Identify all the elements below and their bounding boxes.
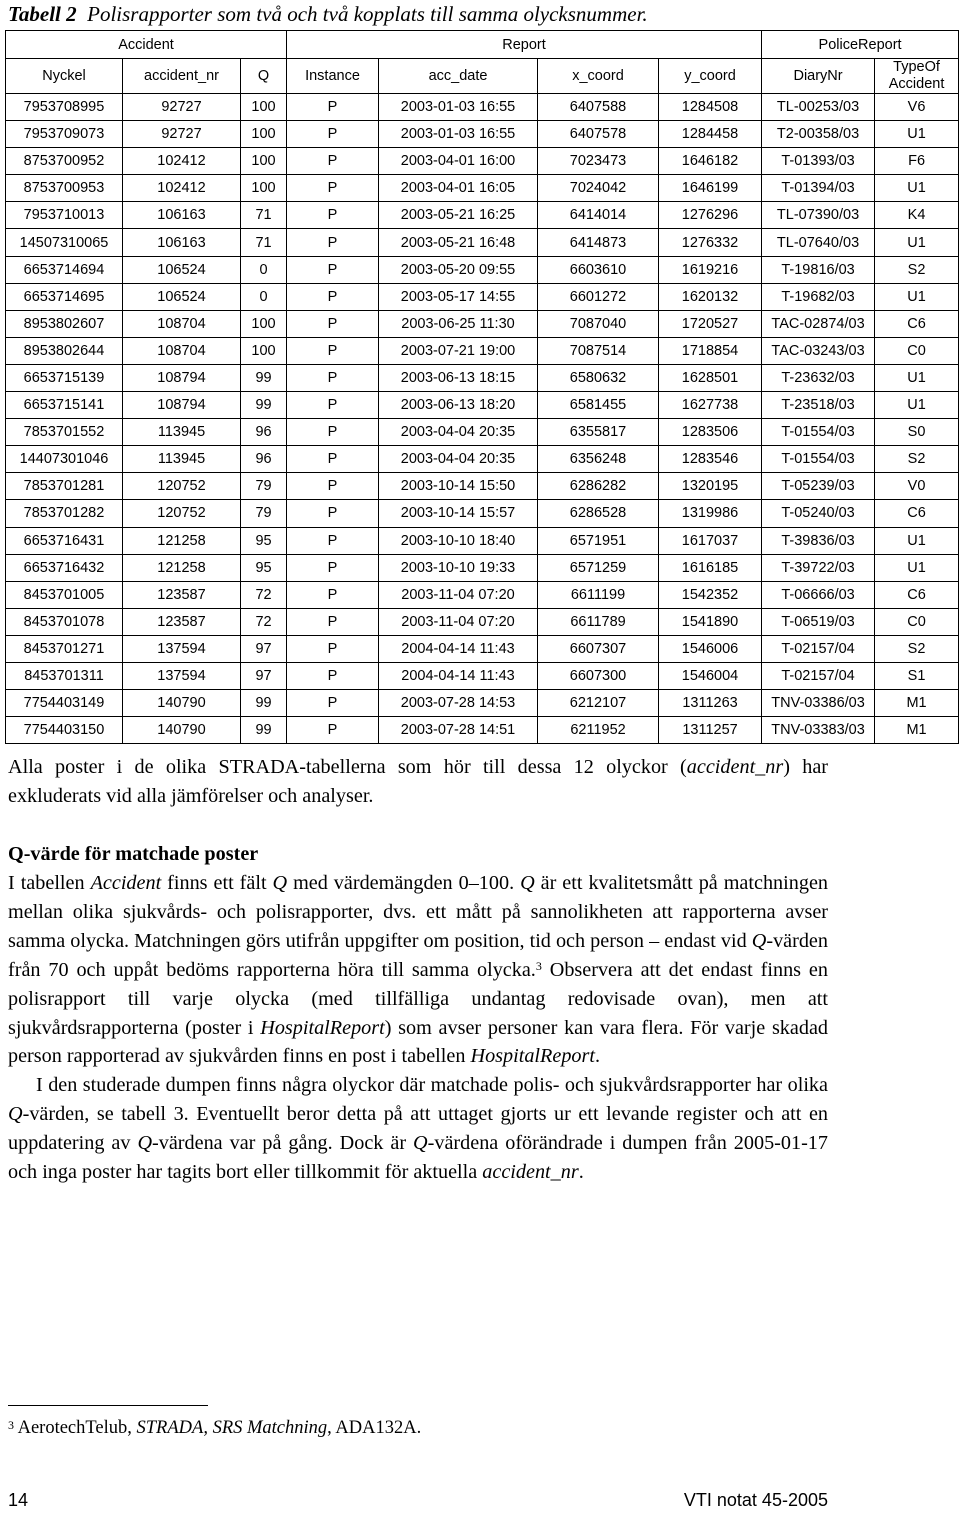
cell-x-coord: 6611789 bbox=[538, 608, 659, 635]
cell-diarynr: T-01393/03 bbox=[762, 148, 875, 175]
group-header-policereport: PoliceReport bbox=[762, 31, 959, 59]
cell-typeof-accident: U1 bbox=[875, 175, 959, 202]
cell-instance: P bbox=[287, 364, 379, 391]
table-row bbox=[6, 148, 959, 175]
para2-text-3: finns ett fält bbox=[161, 872, 273, 894]
cell-instance: P bbox=[287, 121, 379, 148]
cell-typeof-accident: U1 bbox=[875, 364, 959, 391]
cell-accident-nr: 121258 bbox=[123, 527, 241, 554]
cell-y-coord: 1620132 bbox=[659, 283, 762, 310]
footnote-mark: 3 bbox=[8, 1418, 14, 1432]
cell-acc-date: 2003-06-25 11:30 bbox=[379, 310, 538, 337]
column-header-accident-nr: accident_nr bbox=[123, 59, 241, 94]
table-row bbox=[6, 662, 959, 689]
cell-y-coord: 1319986 bbox=[659, 500, 762, 527]
cell-acc-date: 2003-11-04 07:20 bbox=[379, 581, 538, 608]
para1-text-3: ) har exkluderats vid alla jämförelser och analyser. bbox=[8, 756, 829, 807]
para2-text-2: Accident bbox=[90, 872, 162, 894]
footnote bbox=[8, 1418, 421, 1439]
cell-diarynr: TAC-03243/03 bbox=[762, 337, 875, 364]
cell-q: 95 bbox=[241, 554, 287, 581]
cell-x-coord: 6581455 bbox=[538, 392, 659, 419]
table-row bbox=[6, 690, 959, 717]
cell-instance: P bbox=[287, 94, 379, 121]
cell-nyckel: 7754403150 bbox=[6, 717, 123, 744]
cell-instance: P bbox=[287, 256, 379, 283]
column-header-row bbox=[6, 59, 959, 94]
cell-acc-date: 2003-10-10 18:40 bbox=[379, 527, 538, 554]
cell-q: 97 bbox=[241, 662, 287, 689]
cell-nyckel: 8953802607 bbox=[6, 310, 123, 337]
cell-q: 72 bbox=[241, 608, 287, 635]
cell-q: 99 bbox=[241, 364, 287, 391]
column-header-x-coord: x_coord bbox=[538, 59, 659, 94]
cell-accident-nr: 102412 bbox=[123, 175, 241, 202]
cell-typeof-accident: F6 bbox=[875, 148, 959, 175]
para2-text-12: ) som avser personer kan vara flera. För varje skadad person rapporterad av sjukvården finns en post i tabellen bbox=[8, 1016, 829, 1068]
paragraph-exclusion bbox=[8, 753, 828, 811]
para3-text-8: accident_nr bbox=[482, 1161, 579, 1184]
cell-x-coord: 7024042 bbox=[538, 175, 659, 202]
cell-acc-date: 2003-06-13 18:15 bbox=[379, 364, 538, 391]
cell-instance: P bbox=[287, 392, 379, 419]
cell-q: 100 bbox=[241, 148, 287, 175]
cell-instance: P bbox=[287, 554, 379, 581]
cell-nyckel: 7953708995 bbox=[6, 94, 123, 121]
cell-y-coord: 1646182 bbox=[659, 148, 762, 175]
cell-y-coord: 1718854 bbox=[659, 337, 762, 364]
cell-q: 99 bbox=[241, 392, 287, 419]
table-row bbox=[6, 527, 959, 554]
cell-acc-date: 2003-05-21 16:25 bbox=[379, 202, 538, 229]
cell-nyckel: 7853701552 bbox=[6, 419, 123, 446]
cell-nyckel: 14407301046 bbox=[6, 446, 123, 473]
table-row bbox=[6, 337, 959, 364]
para2-text-7: är ett kvalitetsmått på matchningen mellan olika sjukvårds- och polisrapporter, dvs. ett mått på sannolikheten att rapporterna avser samma olycka. Matchningen görs utifrån uppgifter om position, tid och person – endast vid bbox=[8, 872, 828, 952]
cell-y-coord: 1320195 bbox=[659, 473, 762, 500]
cell-accident-nr: 106524 bbox=[123, 256, 241, 283]
cell-y-coord: 1546004 bbox=[659, 662, 762, 689]
cell-typeof-accident: C0 bbox=[875, 337, 959, 364]
para2-text-8: Q bbox=[751, 929, 767, 952]
cell-accident-nr: 108704 bbox=[123, 310, 241, 337]
cell-nyckel: 6653715139 bbox=[6, 364, 123, 391]
cell-nyckel: 8453701078 bbox=[6, 608, 123, 635]
cell-q: 71 bbox=[241, 202, 287, 229]
table-row bbox=[6, 175, 959, 202]
cell-instance: P bbox=[287, 446, 379, 473]
cell-diarynr: T-06519/03 bbox=[762, 608, 875, 635]
column-header-typeof-line1: TypeOf bbox=[893, 59, 940, 75]
cell-instance: P bbox=[287, 175, 379, 202]
cell-nyckel: 7953710013 bbox=[6, 202, 123, 229]
cell-nyckel: 6653716432 bbox=[6, 554, 123, 581]
cell-diarynr: T-19816/03 bbox=[762, 256, 875, 283]
cell-acc-date: 2004-04-14 11:43 bbox=[379, 662, 538, 689]
cell-diarynr: T-02157/04 bbox=[762, 635, 875, 662]
cell-q: 79 bbox=[241, 473, 287, 500]
para3-text-5: -värdena var på gång. Dock är bbox=[152, 1132, 414, 1155]
cell-typeof-accident: K4 bbox=[875, 202, 959, 229]
cell-acc-date: 2003-04-01 16:05 bbox=[379, 175, 538, 202]
cell-acc-date: 2004-04-14 11:43 bbox=[379, 635, 538, 662]
cell-accident-nr: 113945 bbox=[123, 419, 241, 446]
cell-nyckel: 6653716431 bbox=[6, 527, 123, 554]
column-header-q: Q bbox=[241, 59, 287, 94]
cell-nyckel: 8453701271 bbox=[6, 635, 123, 662]
group-header-report: Report bbox=[287, 31, 762, 59]
cell-accident-nr: 123587 bbox=[123, 608, 241, 635]
cell-accident-nr: 106163 bbox=[123, 202, 241, 229]
cell-nyckel: 14507310065 bbox=[6, 229, 123, 256]
para2-text-13: HospitalReport bbox=[470, 1045, 595, 1068]
cell-x-coord: 6611199 bbox=[538, 581, 659, 608]
cell-nyckel: 8453701311 bbox=[6, 662, 123, 689]
cell-accident-nr: 106524 bbox=[123, 283, 241, 310]
table-caption bbox=[8, 2, 648, 26]
footnote-divider bbox=[8, 1405, 208, 1406]
para2-text-9: -värden från 70 och uppåt bedöms rapporterna höra till samma olycka. bbox=[8, 929, 828, 981]
cell-x-coord: 6601272 bbox=[538, 283, 659, 310]
table-row bbox=[6, 581, 959, 608]
cell-typeof-accident: U1 bbox=[875, 554, 959, 581]
table-title: Polisrapporter som två och två kopplats till samma olycksnummer. bbox=[87, 2, 648, 26]
cell-diarynr: TL-07390/03 bbox=[762, 202, 875, 229]
cell-accident-nr: 92727 bbox=[123, 121, 241, 148]
cell-typeof-accident: S2 bbox=[875, 256, 959, 283]
cell-typeof-accident: C6 bbox=[875, 500, 959, 527]
cell-x-coord: 6286528 bbox=[538, 500, 659, 527]
police-reports-table bbox=[5, 30, 959, 744]
para3-text-6: Q bbox=[413, 1132, 428, 1155]
cell-q: 0 bbox=[241, 256, 287, 283]
cell-accident-nr: 121258 bbox=[123, 554, 241, 581]
cell-acc-date: 2003-05-21 16:48 bbox=[379, 229, 538, 256]
cell-acc-date: 2003-05-17 14:55 bbox=[379, 283, 538, 310]
cell-acc-date: 2003-01-03 16:55 bbox=[379, 121, 538, 148]
cell-x-coord: 6607307 bbox=[538, 635, 659, 662]
cell-accident-nr: 140790 bbox=[123, 717, 241, 744]
cell-acc-date: 2003-10-14 15:50 bbox=[379, 473, 538, 500]
cell-q: 100 bbox=[241, 337, 287, 364]
cell-instance: P bbox=[287, 500, 379, 527]
cell-typeof-accident: U1 bbox=[875, 121, 959, 148]
column-header-diarynr: DiaryNr bbox=[762, 59, 875, 94]
table-row bbox=[6, 229, 959, 256]
table-row bbox=[6, 392, 959, 419]
para2-text-6: Q bbox=[520, 872, 535, 894]
cell-typeof-accident: U1 bbox=[875, 392, 959, 419]
cell-nyckel: 6653715141 bbox=[6, 392, 123, 419]
cell-diarynr: T-06666/03 bbox=[762, 581, 875, 608]
table-row bbox=[6, 717, 959, 744]
para3-text-9: . bbox=[578, 1161, 584, 1184]
para3-text-4: Q bbox=[137, 1132, 153, 1155]
cell-diarynr: T2-00358/03 bbox=[762, 121, 875, 148]
cell-accident-nr: 108704 bbox=[123, 337, 241, 364]
cell-y-coord: 1616185 bbox=[659, 554, 762, 581]
cell-nyckel: 8953802644 bbox=[6, 337, 123, 364]
table-row bbox=[6, 473, 959, 500]
cell-x-coord: 6286282 bbox=[538, 473, 659, 500]
cell-instance: P bbox=[287, 717, 379, 744]
cell-diarynr: T-23632/03 bbox=[762, 364, 875, 391]
column-header-y-coord: y_coord bbox=[659, 59, 762, 94]
cell-diarynr: T-01554/03 bbox=[762, 419, 875, 446]
cell-diarynr: T-02157/04 bbox=[762, 662, 875, 689]
cell-instance: P bbox=[287, 690, 379, 717]
cell-instance: P bbox=[287, 527, 379, 554]
cell-accident-nr: 102412 bbox=[123, 148, 241, 175]
footnote-text-1: AerotechTelub, bbox=[14, 1418, 137, 1438]
cell-y-coord: 1283506 bbox=[659, 419, 762, 446]
cell-y-coord: 1617037 bbox=[659, 527, 762, 554]
cell-typeof-accident: C0 bbox=[875, 608, 959, 635]
cell-typeof-accident: V6 bbox=[875, 94, 959, 121]
cell-acc-date: 2003-07-28 14:51 bbox=[379, 717, 538, 744]
cell-diarynr: T-05239/03 bbox=[762, 473, 875, 500]
para2-text-10: Observera att det endast finns en polisrapport till varje olycka (med tillfälliga undantag redovisade ovan), men att sjukvårdsrapporterna (poster i bbox=[8, 958, 828, 1039]
cell-diarynr: T-23518/03 bbox=[762, 392, 875, 419]
cell-accident-nr: 120752 bbox=[123, 500, 241, 527]
cell-typeof-accident: C6 bbox=[875, 310, 959, 337]
cell-acc-date: 2003-05-20 09:55 bbox=[379, 256, 538, 283]
cell-x-coord: 7023473 bbox=[538, 148, 659, 175]
cell-diarynr: T-39722/03 bbox=[762, 554, 875, 581]
cell-typeof-accident: U1 bbox=[875, 229, 959, 256]
cell-acc-date: 2003-04-04 20:35 bbox=[379, 446, 538, 473]
cell-accident-nr: 137594 bbox=[123, 662, 241, 689]
cell-instance: P bbox=[287, 310, 379, 337]
para3-text-1: I den studerade dumpen finns några olyckor där matchade polis- och sjukvårdsrapporter har olika bbox=[36, 1074, 828, 1097]
cell-q: 100 bbox=[241, 121, 287, 148]
cell-typeof-accident: V0 bbox=[875, 473, 959, 500]
para3-text-7: -värdena oförändrade i dumpen från 2005-01-17 och inga poster har tagits bort eller tillkommit för aktuella bbox=[8, 1132, 828, 1184]
cell-instance: P bbox=[287, 148, 379, 175]
cell-accident-nr: 108794 bbox=[123, 364, 241, 391]
footnote-text-3: , ADA132A. bbox=[327, 1418, 422, 1438]
cell-accident-nr: 140790 bbox=[123, 690, 241, 717]
cell-y-coord: 1311263 bbox=[659, 690, 762, 717]
cell-x-coord: 6212107 bbox=[538, 690, 659, 717]
table-row bbox=[6, 500, 959, 527]
table-row bbox=[6, 635, 959, 662]
cell-accident-nr: 120752 bbox=[123, 473, 241, 500]
column-header-typeof-accident bbox=[875, 59, 959, 94]
cell-nyckel: 8753700952 bbox=[6, 148, 123, 175]
cell-y-coord: 1627738 bbox=[659, 392, 762, 419]
cell-typeof-accident: U1 bbox=[875, 283, 959, 310]
cell-x-coord: 6356248 bbox=[538, 446, 659, 473]
cell-accident-nr: 106163 bbox=[123, 229, 241, 256]
cell-typeof-accident: M1 bbox=[875, 717, 959, 744]
cell-diarynr: TNV-03386/03 bbox=[762, 690, 875, 717]
cell-typeof-accident: S0 bbox=[875, 419, 959, 446]
cell-y-coord: 1628501 bbox=[659, 364, 762, 391]
cell-x-coord: 6607300 bbox=[538, 662, 659, 689]
cell-y-coord: 1276296 bbox=[659, 202, 762, 229]
cell-q: 100 bbox=[241, 310, 287, 337]
para1-text-2: accident_nr bbox=[686, 756, 784, 778]
cell-diarynr: TL-00253/03 bbox=[762, 94, 875, 121]
column-header-acc-date: acc_date bbox=[379, 59, 538, 94]
cell-q: 99 bbox=[241, 717, 287, 744]
para2-text-11: HospitalReport bbox=[260, 1016, 385, 1039]
cell-acc-date: 2003-07-28 14:53 bbox=[379, 690, 538, 717]
cell-instance: P bbox=[287, 419, 379, 446]
cell-typeof-accident: U1 bbox=[875, 527, 959, 554]
para2-text-5: med värdemängden 0–100. bbox=[287, 872, 521, 894]
cell-x-coord: 6571951 bbox=[538, 527, 659, 554]
footnote-text-2: STRADA, SRS Matchning bbox=[136, 1418, 328, 1438]
cell-typeof-accident: S2 bbox=[875, 446, 959, 473]
cell-x-coord: 6407578 bbox=[538, 121, 659, 148]
cell-diarynr: TAC-02874/03 bbox=[762, 310, 875, 337]
cell-acc-date: 2003-11-04 07:20 bbox=[379, 608, 538, 635]
cell-nyckel: 7853701282 bbox=[6, 500, 123, 527]
cell-instance: P bbox=[287, 608, 379, 635]
table-row bbox=[6, 608, 959, 635]
cell-x-coord: 6414014 bbox=[538, 202, 659, 229]
page-number: 14 bbox=[8, 1490, 29, 1510]
cell-accident-nr: 92727 bbox=[123, 94, 241, 121]
cell-diarynr: T-39836/03 bbox=[762, 527, 875, 554]
cell-q: 96 bbox=[241, 446, 287, 473]
footnote-reference: 3 bbox=[535, 958, 542, 973]
cell-typeof-accident: M1 bbox=[875, 690, 959, 717]
cell-y-coord: 1276332 bbox=[659, 229, 762, 256]
cell-y-coord: 1720527 bbox=[659, 310, 762, 337]
table-row bbox=[6, 94, 959, 121]
cell-y-coord: 1284458 bbox=[659, 121, 762, 148]
table-row bbox=[6, 202, 959, 229]
cell-acc-date: 2003-01-03 16:55 bbox=[379, 94, 538, 121]
cell-acc-date: 2003-10-14 15:57 bbox=[379, 500, 538, 527]
cell-q: 71 bbox=[241, 229, 287, 256]
cell-nyckel: 7953709073 bbox=[6, 121, 123, 148]
cell-y-coord: 1619216 bbox=[659, 256, 762, 283]
cell-diarynr: T-05240/03 bbox=[762, 500, 875, 527]
cell-nyckel: 6653714695 bbox=[6, 283, 123, 310]
cell-nyckel: 7853701281 bbox=[6, 473, 123, 500]
cell-y-coord: 1283546 bbox=[659, 446, 762, 473]
cell-y-coord: 1541890 bbox=[659, 608, 762, 635]
column-header-instance: Instance bbox=[287, 59, 379, 94]
cell-q: 72 bbox=[241, 581, 287, 608]
cell-accident-nr: 113945 bbox=[123, 446, 241, 473]
para1-text-1: Alla poster i de olika STRADA-tabellerna som hör till dessa 12 olyckor ( bbox=[8, 756, 687, 778]
cell-q: 79 bbox=[241, 500, 287, 527]
column-header-typeof-line2: Accident bbox=[888, 76, 945, 92]
table-row bbox=[6, 419, 959, 446]
cell-instance: P bbox=[287, 283, 379, 310]
paragraph-q-value bbox=[8, 869, 828, 1187]
cell-x-coord: 6603610 bbox=[538, 256, 659, 283]
cell-instance: P bbox=[287, 635, 379, 662]
table-row bbox=[6, 364, 959, 391]
para2-text-1: I tabellen bbox=[8, 872, 91, 894]
cell-x-coord: 6571259 bbox=[538, 554, 659, 581]
cell-q: 97 bbox=[241, 635, 287, 662]
cell-instance: P bbox=[287, 473, 379, 500]
cell-diarynr: T-01554/03 bbox=[762, 446, 875, 473]
cell-acc-date: 2003-06-13 18:20 bbox=[379, 392, 538, 419]
cell-acc-date: 2003-04-04 20:35 bbox=[379, 419, 538, 446]
cell-diarynr: TNV-03383/03 bbox=[762, 717, 875, 744]
table-row bbox=[6, 554, 959, 581]
group-header-row bbox=[6, 31, 959, 59]
table-row bbox=[6, 283, 959, 310]
cell-q: 100 bbox=[241, 94, 287, 121]
cell-acc-date: 2003-04-01 16:00 bbox=[379, 148, 538, 175]
cell-q: 100 bbox=[241, 175, 287, 202]
cell-acc-date: 2003-10-10 19:33 bbox=[379, 554, 538, 581]
cell-instance: P bbox=[287, 229, 379, 256]
cell-x-coord: 7087040 bbox=[538, 310, 659, 337]
cell-x-coord: 6355817 bbox=[538, 419, 659, 446]
cell-x-coord: 6407588 bbox=[538, 94, 659, 121]
cell-y-coord: 1311257 bbox=[659, 717, 762, 744]
cell-instance: P bbox=[287, 202, 379, 229]
cell-x-coord: 6211952 bbox=[538, 717, 659, 744]
cell-y-coord: 1284508 bbox=[659, 94, 762, 121]
table-label: Tabell 2 bbox=[8, 2, 77, 26]
cell-accident-nr: 123587 bbox=[123, 581, 241, 608]
cell-x-coord: 6580632 bbox=[538, 364, 659, 391]
para3-text-3: -värden, se tabell 3. Eventuellt beror detta på att uttaget gjorts ur ett levande register och att en uppdatering av bbox=[8, 1103, 828, 1155]
table-row bbox=[6, 256, 959, 283]
section-heading: Q-värde för matchade poster bbox=[8, 843, 259, 865]
para3-text-2: Q bbox=[8, 1103, 23, 1126]
para2-text-14: . bbox=[595, 1045, 601, 1068]
table-row bbox=[6, 310, 959, 337]
para2-text-4: Q bbox=[272, 872, 288, 894]
cell-acc-date: 2003-07-21 19:00 bbox=[379, 337, 538, 364]
cell-diarynr: T-01394/03 bbox=[762, 175, 875, 202]
cell-instance: P bbox=[287, 662, 379, 689]
cell-y-coord: 1542352 bbox=[659, 581, 762, 608]
table-row bbox=[6, 121, 959, 148]
cell-q: 96 bbox=[241, 419, 287, 446]
report-series: VTI notat 45-2005 bbox=[683, 1490, 828, 1510]
cell-accident-nr: 137594 bbox=[123, 635, 241, 662]
cell-typeof-accident: C6 bbox=[875, 581, 959, 608]
column-header-nyckel: Nyckel bbox=[6, 59, 123, 94]
cell-y-coord: 1546006 bbox=[659, 635, 762, 662]
cell-y-coord: 1646199 bbox=[659, 175, 762, 202]
table-body bbox=[6, 94, 959, 744]
group-header-accident: Accident bbox=[6, 31, 287, 59]
cell-q: 0 bbox=[241, 283, 287, 310]
cell-accident-nr: 108794 bbox=[123, 392, 241, 419]
table-row bbox=[6, 446, 959, 473]
cell-x-coord: 6414873 bbox=[538, 229, 659, 256]
cell-instance: P bbox=[287, 337, 379, 364]
cell-nyckel: 6653714694 bbox=[6, 256, 123, 283]
cell-nyckel: 7754403149 bbox=[6, 690, 123, 717]
cell-q: 99 bbox=[241, 690, 287, 717]
cell-diarynr: T-19682/03 bbox=[762, 283, 875, 310]
cell-diarynr: TL-07640/03 bbox=[762, 229, 875, 256]
cell-nyckel: 8753700953 bbox=[6, 175, 123, 202]
cell-q: 95 bbox=[241, 527, 287, 554]
cell-instance: P bbox=[287, 581, 379, 608]
cell-nyckel: 8453701005 bbox=[6, 581, 123, 608]
cell-typeof-accident: S1 bbox=[875, 662, 959, 689]
cell-typeof-accident: S2 bbox=[875, 635, 959, 662]
cell-x-coord: 7087514 bbox=[538, 337, 659, 364]
